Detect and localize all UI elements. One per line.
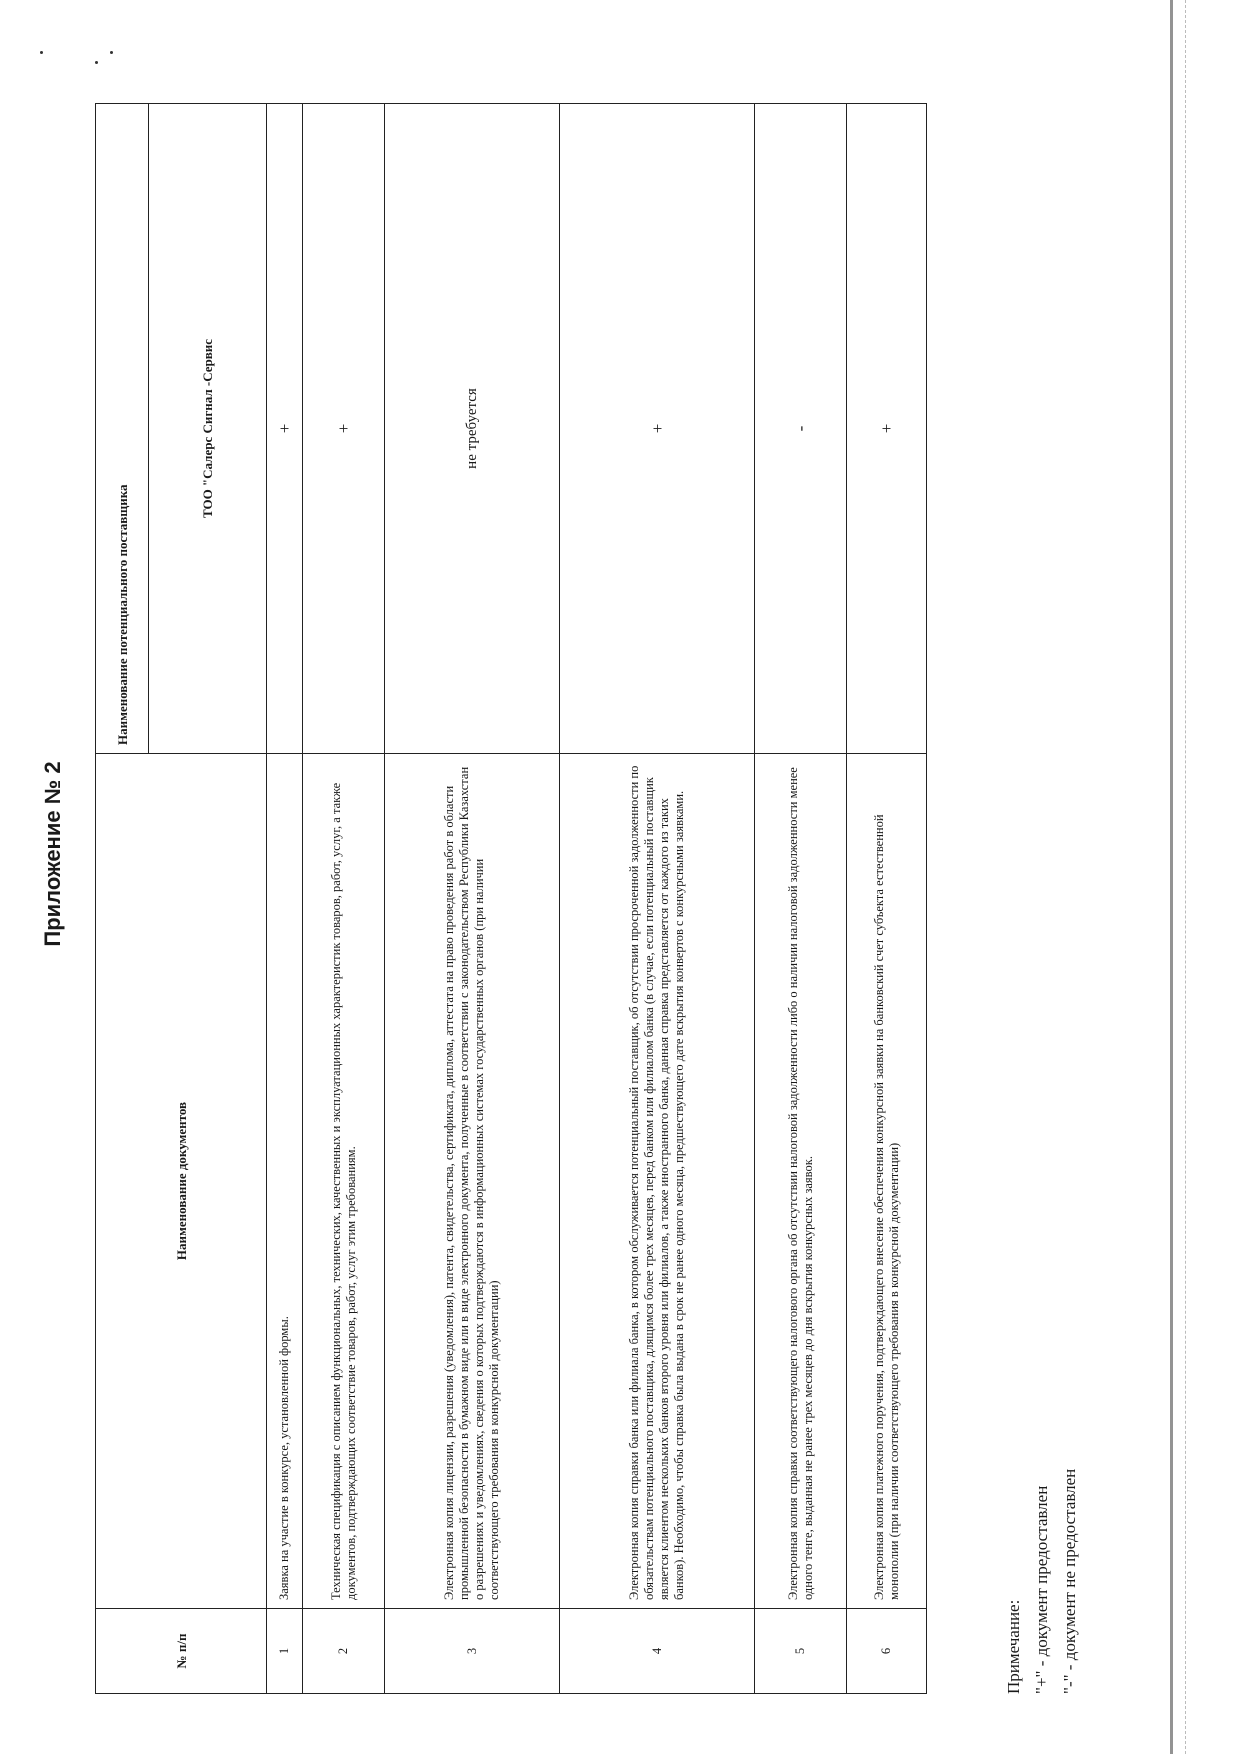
row-status-mark: + xyxy=(303,104,385,754)
notes-minus-legend: "-" - документ не предоставлен xyxy=(1060,1468,1079,1694)
header-supplier-name: ТОО "Салерс Сигнал -Сервис xyxy=(149,104,267,754)
documents-table xyxy=(95,103,927,1694)
scan-fold-line xyxy=(1185,0,1186,1754)
header-supplier-caption: Наименование потенциального поставщика xyxy=(96,104,149,754)
header-documents: Наименование документов xyxy=(96,754,267,1609)
row-document-name: Заявка на участие в конкурсе, установленной формы. xyxy=(267,754,303,1609)
notes-plus-legend: "+" - документ предоставлен xyxy=(1032,1485,1051,1694)
appendix-title: Приложение № 2 xyxy=(40,761,65,947)
scan-speck xyxy=(95,61,98,64)
row-number: 5 xyxy=(755,1609,847,1694)
table-row xyxy=(303,104,385,1694)
row-status-mark: + xyxy=(267,104,303,754)
row-document-name: Электронная копия лицензии, разрешения (уведомления), патента, свидетельства, сертификата, диплома, аттестата на право проведения работ в области промышленной безопасности в бумажном виде или в виде электронного документа, полученные в соответствии с законодательством Республики Казахстан о разрешениях и уведомлениях, сведения о которых подтверждаются в информационных системах государственных органов (при наличии соответствующего требования в конкурсной документации) xyxy=(385,754,560,1609)
table-row xyxy=(755,104,847,1694)
table-row xyxy=(560,104,755,1694)
scan-edge-line xyxy=(1170,0,1173,1754)
row-number: 3 xyxy=(385,1609,560,1694)
row-number: 1 xyxy=(267,1609,303,1694)
notes-heading: Примечание: xyxy=(1004,1599,1023,1694)
row-status-mark: - xyxy=(755,104,847,754)
table-row xyxy=(267,104,303,1694)
row-number: 2 xyxy=(303,1609,385,1694)
row-status-mark: + xyxy=(847,104,927,754)
scan-speck xyxy=(40,51,43,54)
row-document-name: Электронная копия справки соответствующего налогового органа об отсутствии налоговой задолженности либо о наличии налоговой задолженности менее одного тенге, выданная не ранее трех месяцев до дня вскрытия конкурсных заявок. xyxy=(755,754,847,1609)
scan-speck xyxy=(110,51,113,54)
row-number: 4 xyxy=(560,1609,755,1694)
row-status-mark: + xyxy=(560,104,755,754)
table-row xyxy=(847,104,927,1694)
header-number: № п/п xyxy=(96,1609,267,1694)
notes-block xyxy=(1000,794,1084,1694)
row-document-name: Электронная копия справки банка или филиала банка, в котором обслуживается потенциальный поставщик, об отсутствии просроченной задолженности по обязательствам потенциального поставщика, длящимся более трех месяцев, перед банком или филиалом банка (в случае, если потенциальный поставщик является клиентом нескольких банков второго уровня или филиалов, а также иностранного банка, данная справка представляется от каждого из таких банков). Необходимо, чтобы справка была выдана в срок не ранее одного месяца, предшествующего дате вскрытия конвертов с конкурсными заявками. xyxy=(560,754,755,1609)
row-number: 6 xyxy=(847,1609,927,1694)
table-header-row xyxy=(96,104,149,1694)
row-document-name: Электронная копия платежного поручения, подтверждающего внесение обеспечения конкурсной заявки на банковский счет субъекта естественной монополии (при наличии соответствующего требования в конкурсной документации) xyxy=(847,754,927,1609)
table-row xyxy=(385,104,560,1694)
row-document-name: Техническая спецификация с описанием функциональных, технических, качественных и эксплуатационных характеристик товаров, работ, услуг, а также документов, подтверждающих соответствие товаров, работ, услуг этим требованиям. xyxy=(303,754,385,1609)
row-status-mark: не требуется xyxy=(385,104,560,754)
